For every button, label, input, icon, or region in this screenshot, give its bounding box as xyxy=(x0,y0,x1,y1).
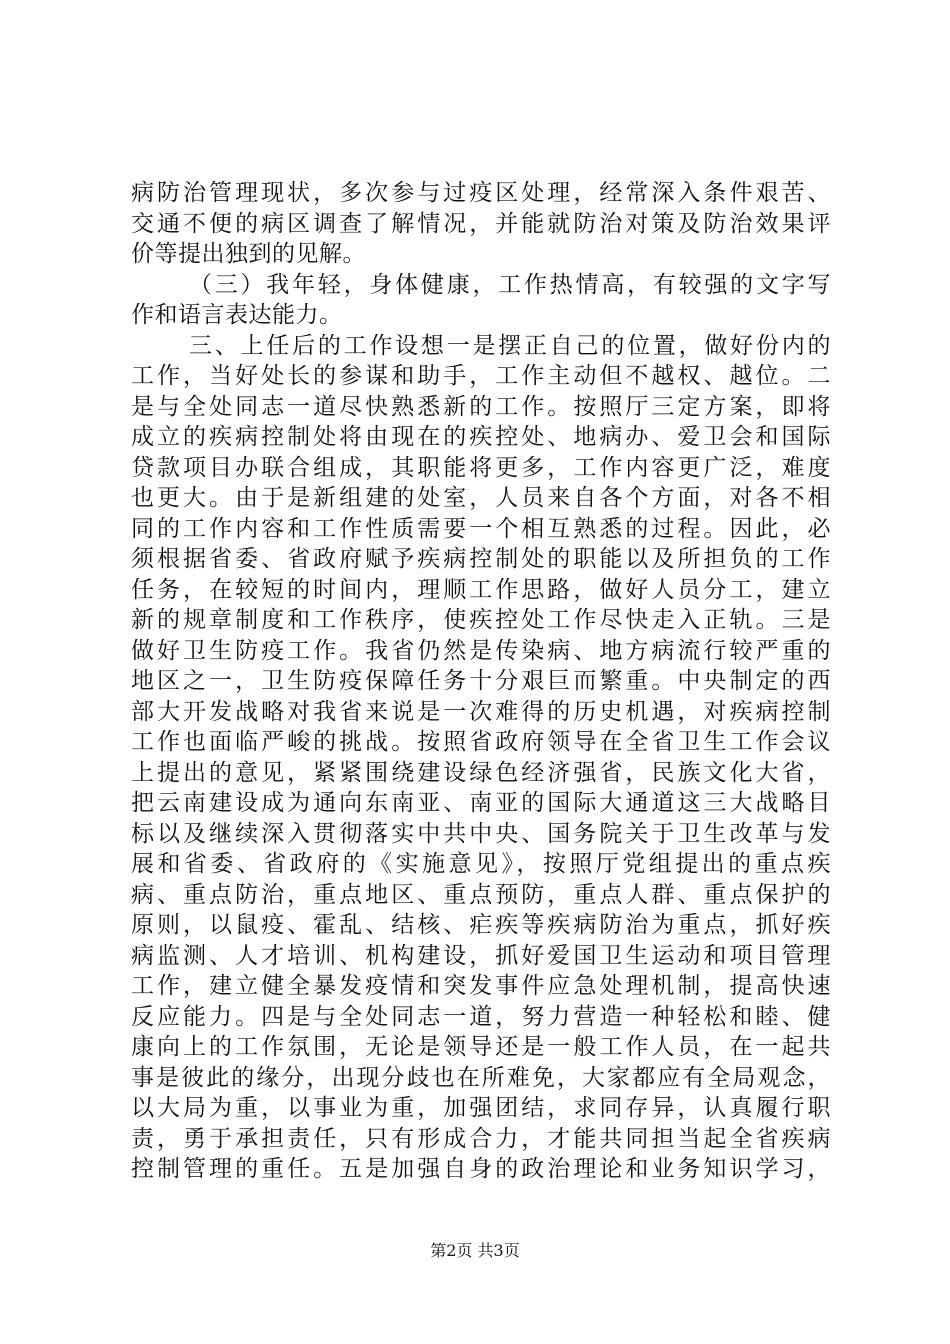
paragraph-3-line: 标以及继续深入贯彻落实中共中央、国务院关于卫生改革与发 xyxy=(131,820,831,847)
paragraph-3-line: 工作也面临严峻的挑战。按照省政府领导在全省卫生工作会议 xyxy=(131,729,831,755)
paragraph-3-line: 工作，建立健全暴发疫情和突发事件应急处理机制，提高快速 xyxy=(131,973,831,999)
paragraph-3-line: 病、重点防治，重点地区、重点预防，重点人群、重点保护的 xyxy=(131,881,831,908)
paragraph-1-line: 交通不便的病区调查了解情况，并能就防治对策及防治效果评 xyxy=(131,210,831,237)
paragraph-3-line: 控制管理的重任。五是加强自身的政治理论和业务知识学习， xyxy=(131,1156,831,1182)
paragraph-3-line: 同的工作内容和工作性质需要一个相互熟悉的过程。因此，必 xyxy=(131,515,831,542)
paragraph-3-line: 贷款项目办联合组成，其职能将更多，工作内容更广泛，难度 xyxy=(131,454,831,481)
paragraph-3-line: 新的规章制度和工作秩序，使疾控处工作尽快走入正轨。三是 xyxy=(131,607,831,633)
paragraph-3-line: 原则，以鼠疫、霍乱、结核、疟疾等疾病防治为重点，抓好疾 xyxy=(131,912,831,938)
paragraph-3-line: 也更大。由于是新组建的处室，人员来自各个方面，对各不相 xyxy=(131,485,831,511)
paragraph-3-line: 做好卫生防疫工作。我省仍然是传染病、地方病流行较严重的 xyxy=(131,637,831,664)
paragraph-3-line: 是与全处同志一道尽快熟悉新的工作。按照厅三定方案，即将 xyxy=(131,393,831,420)
paragraph-3-line: 反应能力。四是与全处同志一道，努力营造一种轻松和睦、健 xyxy=(131,1003,831,1030)
document-body xyxy=(131,178,831,1185)
paragraph-3-line: 展和省委、省政府的《实施意见》，按照厅党组提出的重点疾 xyxy=(131,851,831,877)
paragraph-3-line: 任务，在较短的时间内，理顺工作思路，做好人员分工，建立 xyxy=(131,576,831,603)
paragraph-3-line: 以大局为重，以事业为重，加强团结，求同存异，认真履行职 xyxy=(131,1095,831,1121)
paragraph-3-line: 部大开发战略对我省来说是一次难得的历史机遇，对疾病控制 xyxy=(131,698,831,725)
paragraph-3-line: 康向上的工作氛围，无论是领导还是一般工作人员，在一起共 xyxy=(131,1034,831,1060)
page-footer: 第2页 共3页 xyxy=(430,1241,520,1260)
paragraph-3-line: 须根据省委、省政府赋予疾病控制处的职能以及所担负的工作 xyxy=(131,546,831,572)
paragraph-1-line: 病防治管理现状，多次参与过疫区处理，经常深入条件艰苦、 xyxy=(131,180,831,206)
paragraph-3-line: 地区之一，卫生防疫保障任务十分艰巨而繁重。中央制定的西 xyxy=(131,668,831,694)
paragraph-3-line: 把云南建设成为通向东南亚、南亚的国际大通道这三大战略目 xyxy=(131,790,831,816)
paragraph-3-line: 工作，当好处长的参谋和助手，工作主动但不越权、越位。二 xyxy=(131,363,831,389)
paragraph-2-line: 作和语言表达能力。 xyxy=(131,302,343,328)
paragraph-3-line: 上提出的意见，紧紧围绕建设绿色经济强省，民族文化大省， xyxy=(131,759,831,786)
paragraph-2-line: （三）我年轻，身体健康，工作热情高，有较强的文字写 xyxy=(189,271,831,298)
paragraph-3-line: 事是彼此的缘分，出现分歧也在所难免，大家都应有全局观念， xyxy=(131,1064,831,1091)
paragraph-3-line: 三、上任后的工作设想一是摆正自己的位置，做好份内的 xyxy=(189,332,831,359)
paragraph-1-line: 价等提出独到的见解。 xyxy=(131,241,366,267)
paragraph-3-line: 责，勇于承担责任，只有形成合力，才能共同担当起全省疾病 xyxy=(131,1125,831,1152)
paragraph-3-line: 成立的疾病控制处将由现在的疾控处、地病办、爱卫会和国际 xyxy=(131,424,831,450)
paragraph-3-line: 病监测、人才培训、机构建设，抓好爱国卫生运动和项目管理 xyxy=(131,942,831,969)
